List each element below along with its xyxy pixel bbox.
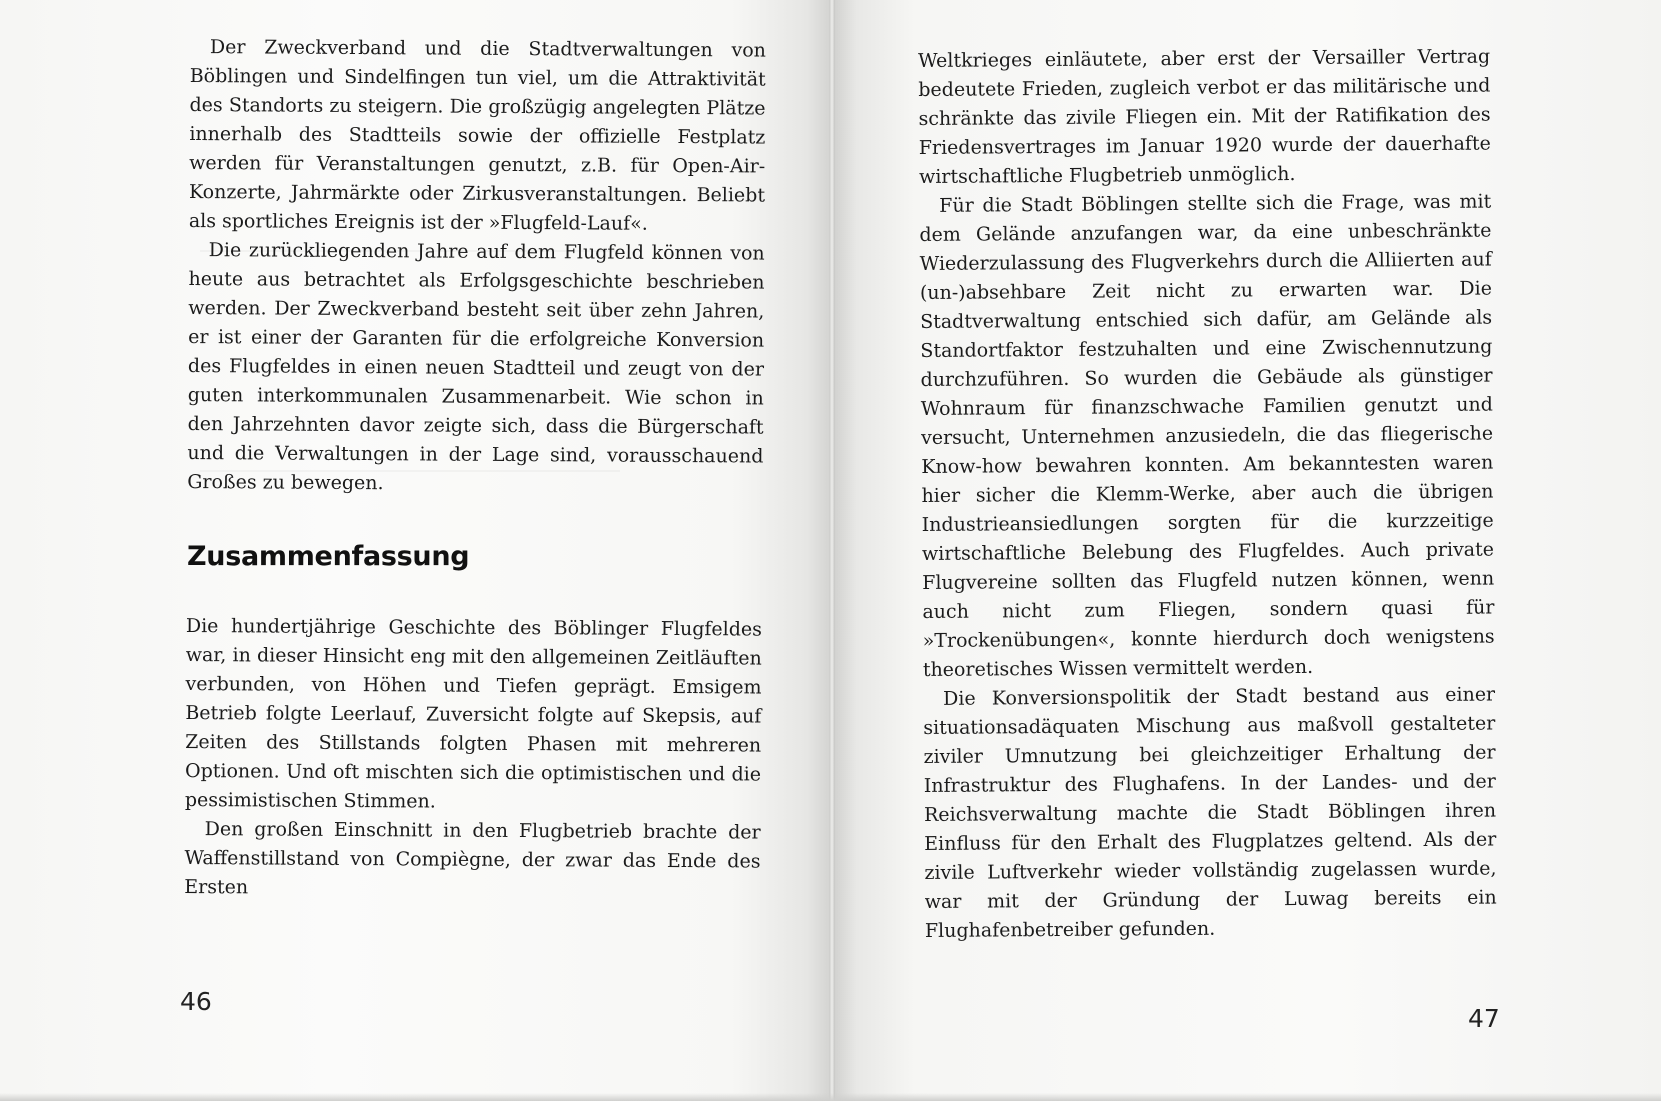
paragraph: Den großen Einschnitt in den Flugbetrieb brachte der Waffenstillstand von Compiègne, der zwar das Ende des Ersten [184, 818, 761, 899]
book-gutter [829, 0, 835, 1101]
paragraph: Der Zweckverband und die Stadtverwaltungen von Böblingen und Sindelfingen tun viel, um die Attraktivität des Standorts zu steigern. Die großzügig angelegten Plätze innerhalb des Stadtteils sowie der offizielle Festplatz werden für Veranstaltungen genutzt, z.B. für Open-Air-Konzerte, Jahrmärkte oder Zirkusveranstaltungen. Beliebt als sportliches Ereignis ist der »Flugfeld-Lauf«. [188, 36, 766, 235]
left-bottom-text [184, 612, 762, 906]
left-top-text [187, 33, 766, 501]
paragraph: Die hundertjährige Geschichte des Böblinger Flugfeldes war, in dieser Hinsicht eng mit den allgemeinen Zeitläuften verbunden, von Höhen und Tiefen geprägt. Emsigem Betrieb folgte Leerlauf, Zuversicht folgte auf Skepsis, auf Zeiten des Stillstands folgten Phasen mit mehreren Optionen. Und oft mischten sich die optimistischen und die pessimistischen Stimmen. [184, 614, 762, 813]
paragraph: Weltkrieges einläutete, aber erst der Versailler Vertrag bedeutete Frieden, zugleich verbot er das militärische und schränkte das zivile Fliegen ein. Mit der Ratifikation des Friedensvertrages im Januar 1920 wurde der dauerhafte wirtschaftliche Flugbetrieb unmöglich. [918, 45, 1491, 188]
paragraph: Die zurückliegenden Jahre auf dem Flugfeld können von heute aus betrachtet als Erfolgsgeschichte beschrieben werden. Der Zweckverband besteht seit über zehn Jahren, er ist einer der Garanten für die erfolgreiche Konversion des Flugfeldes in einen neuen Stadtteil und zeugt von der guten interkommunalen Zusammenarbeit. Wie schon in den Jahrzehnten davor zeigte sich, dass die Bürgerschaft und die Verwaltungen in der Lage sind, vorausschauend Großes zu bewegen. [187, 239, 765, 495]
right-page [832, 0, 1661, 1101]
page-number-right: 47 [1468, 1004, 1500, 1033]
paragraph: Für die Stadt Böblingen stellte sich die Frage, was mit dem Gelände anzufangen war, da eine unbeschränkte Wiederzulassung des Flugverkehrs durch die Alliierten auf (un-)absehbare Zeit nicht zu erwarten war. Die Stadtverwaltung entschied sich dafür, am Gelände als Standortfaktor festzuhalten und eine Zwischennutzung durchzuführen. So wurden die Gebäude als günstiger Wohnraum für finanzschwache Familien genutzt und versucht, Unternehmen anzusiedeln, die das fliegerische Know-how bewahren konnten. Am bekanntesten waren hier sicher die Klemm-Werke, aber auch die übrigen Industrieansiedlungen sorgten für die kurzzeitige wirtschaftliche Belebung des Flugfeldes. Auch private Flugvereine sollten das Flugfeld nutzen können, wenn auch nicht zum Fliegen, sondern quasi für »Trockenübungen«, konnte hierdurch doch wenigstens theoretisches Wissen vermittelt werden. [919, 190, 1495, 681]
paragraph: Die Konversionspolitik der Stadt bestand aus einer situationsadäquaten Mischung aus maßvoll gestalteter ziviler Umnutzung bei gleichzeitiger Erhaltung der Infrastruktur des Flughafens. In der Landes- und der Reichsverwaltung machte die Stadt Böblingen ihren Einfluss für den Erhalt des Flugplatzes geltend. Als der zivile Luftverkehr wieder vollständig zugelassen wurde, war mit der Gründung der Luwag bereits ein Flughafenbetreiber gefunden. [923, 683, 1497, 942]
page-number-left: 46 [180, 987, 212, 1016]
section-heading: Zusammenfassung [187, 541, 470, 572]
page-bottom-edge [0, 1093, 1661, 1101]
right-text [918, 43, 1497, 946]
